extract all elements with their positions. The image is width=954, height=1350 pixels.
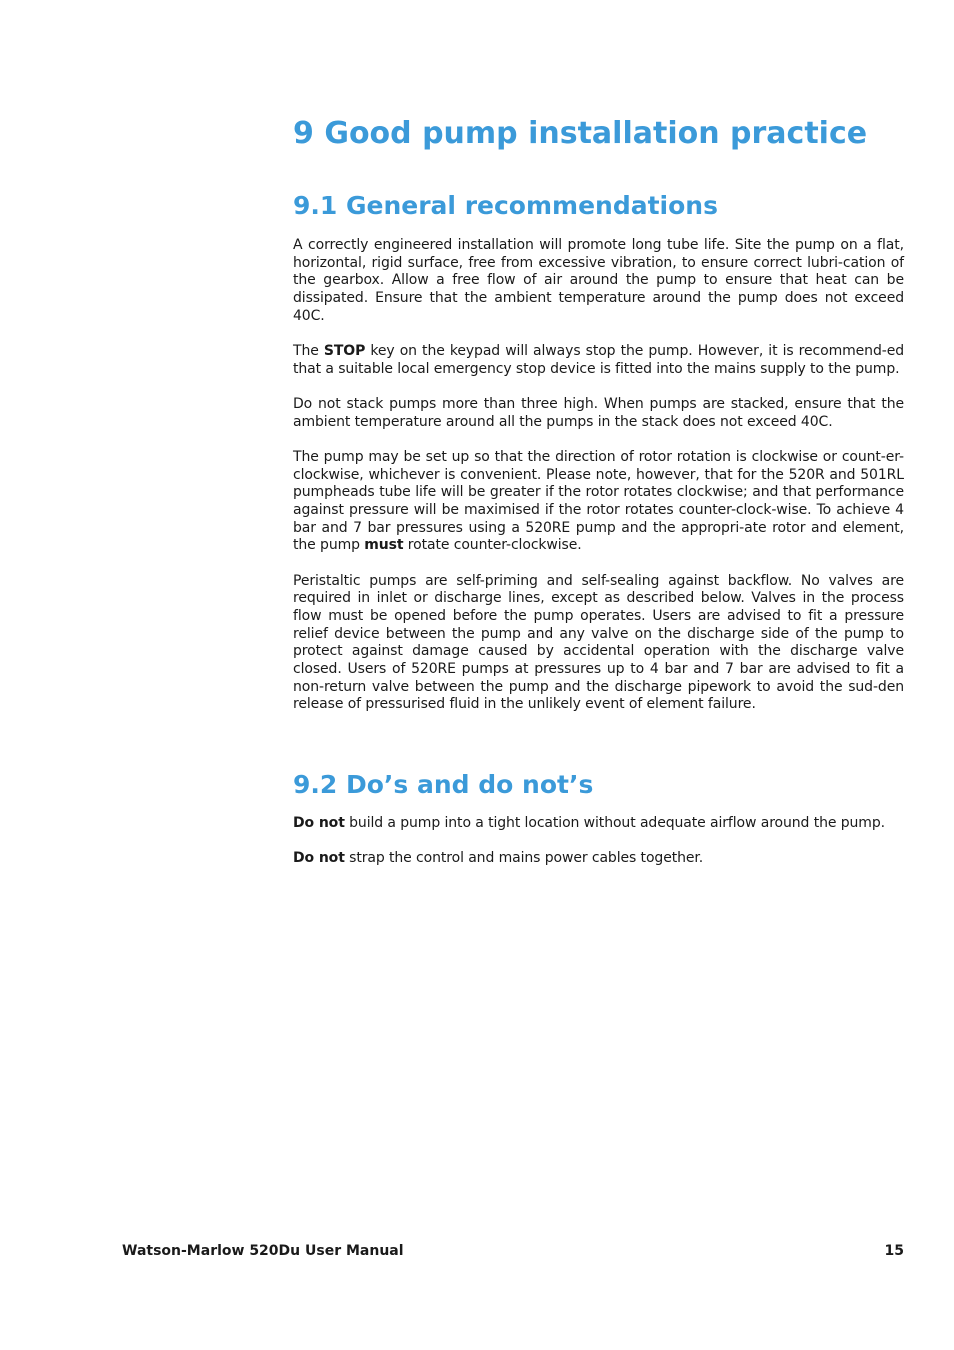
- paragraph-installation-site: A correctly engineered installation will promote long tube life. Site the pump on a flat, horizontal, rigid surface, free from excessive vibration, to ensure correct lubri-cation of the gearbox. Allow a free flow of air around the pump to ensure that heat can be dissipated. Ensure that the ambient temperature around the pump does not exceed 40C.: [293, 237, 904, 324]
- paragraph-rotor-direction: [293, 449, 904, 555]
- paragraph-stacking: Do not stack pumps more than three high. When pumps are stacked, ensure that the ambient temperature around all the pumps in the stack does not exceed 40C.: [293, 395, 904, 430]
- text-segment: key on the keypad will always stop the pump. However, it is recommend-ed that a suitable local emergency stop device is fitted into the mains supply to the pump.: [293, 343, 904, 377]
- section-body-general-recommendations: [293, 237, 904, 714]
- paragraph-valves: Peristaltic pumps are self-priming and self-sealing against backflow. No valves are required in inlet or discharge lines, except as described below. Valves in the process flow must be opened before the pump operates. Users are advised to fit a pressure relief device between the pump and any valve on the discharge side of the pump to protect against damage caused by accidental operation with the discharge valve closed. Users of 520RE pumps at pressures up to 4 bar and 7 bar are advised to fit a non-return valve between the pump and the discharge pipework to avoid the sud-den release of pressurised fluid in the unlikely event of element failure.: [293, 572, 904, 713]
- chapter-title: 9 Good pump installation practice: [293, 116, 868, 151]
- bold-do-not: Do not: [293, 815, 345, 832]
- bold-keyword-stop: STOP: [323, 343, 366, 360]
- section-body-dos-and-donts: [293, 815, 904, 868]
- bold-do-not: Do not: [293, 850, 345, 867]
- text-segment: strap the control and mains power cables together.: [344, 850, 704, 867]
- text-segment: build a pump into a tight location without adequate airflow around the pump.: [344, 815, 885, 832]
- footer-manual-title: Watson-Marlow 520Du User Manual: [122, 1243, 404, 1259]
- text-segment: The pump may be set up so that the direction of rotor rotation is clockwise or count-er-clockwise, whichever is convenient. Please note, however, that for the 520R and 501RL pumpheads tube life will be greater if the rotor rotates clockwise; and that performance against pressure will be maximised if the rotor rotates counter-clock-wise. To achieve 4 bar and 7 bar pressures using a 520RE pump and the appropri-ate rotor and element, the pump: [293, 448, 904, 554]
- list-item-do-not-strap-cables: [293, 850, 904, 868]
- bold-keyword-must: must: [364, 537, 404, 554]
- list-item-do-not-tight-location: [293, 815, 904, 833]
- footer-page-number: 15: [884, 1243, 904, 1259]
- text-segment: rotate counter-clockwise.: [403, 537, 582, 554]
- section-title-general-recommendations: 9.1 General recommendations: [293, 191, 718, 220]
- paragraph-stop-key: [293, 343, 904, 378]
- section-title-dos-and-donts: 9.2 Do’s and do not’s: [293, 770, 594, 800]
- page-content: [293, 112, 904, 868]
- text-segment: The: [293, 343, 324, 360]
